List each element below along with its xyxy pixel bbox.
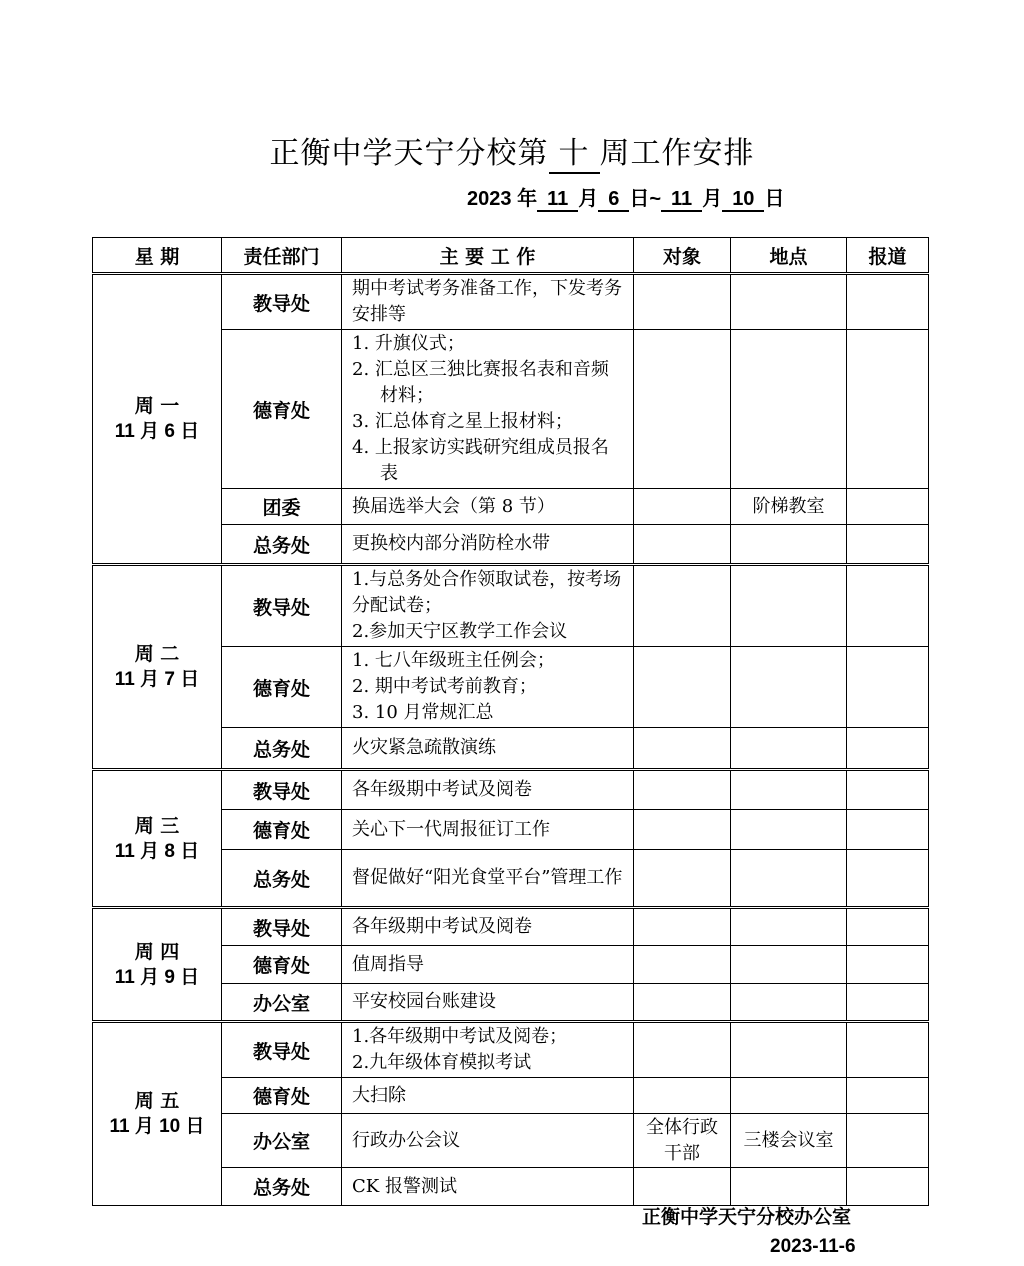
report-cell	[847, 810, 929, 850]
work-item: 1.与总务处合作领取试卷，按考场分配试卷；	[352, 569, 622, 616]
report-cell	[847, 1168, 929, 1206]
work-item: 督促做好“阳光食堂平台”管理工作	[352, 867, 623, 888]
date-range	[467, 182, 784, 212]
department-cell: 德育处	[222, 810, 342, 850]
table-row	[93, 274, 929, 330]
date-start-month: 11	[537, 188, 578, 212]
work-item: 3. 汇总体育之星上报材料；	[352, 411, 573, 432]
place-cell: 三楼会议室	[731, 1114, 847, 1168]
work-cell	[342, 274, 634, 330]
target-cell	[634, 647, 731, 728]
work-item: 2. 汇总区三独比赛报名表和音频材料；	[352, 359, 609, 406]
work-cell	[342, 565, 634, 647]
work-cell	[342, 1022, 634, 1078]
department-cell: 德育处	[222, 647, 342, 728]
place-cell	[731, 565, 847, 647]
footer-office: 正衡中学天宁分校办公室	[642, 1206, 852, 1228]
weekday-label: 周 五	[134, 1090, 180, 1112]
report-cell	[847, 728, 929, 770]
report-cell	[847, 525, 929, 565]
department-cell: 德育处	[222, 946, 342, 984]
work-item: 2.九年级体育模拟考试	[352, 1052, 532, 1073]
target-cell	[634, 908, 731, 946]
report-cell	[847, 274, 929, 330]
target-cell	[634, 850, 731, 908]
date-year: 2023	[467, 188, 512, 210]
work-item: 1.各年级期中考试及阅卷；	[352, 1026, 568, 1047]
weekday-date: 11 月 8 日	[114, 840, 200, 862]
weekday-date: 11 月 10 日	[109, 1116, 205, 1137]
table-header-row	[93, 238, 929, 274]
target-cell	[634, 1078, 731, 1114]
title-suffix: 周工作安排	[599, 136, 755, 171]
report-cell	[847, 908, 929, 946]
title-week-number: 十	[549, 136, 600, 174]
place-cell	[731, 1078, 847, 1114]
header-report: 报道	[847, 238, 929, 274]
department-cell: 教导处	[222, 274, 342, 330]
place-cell	[731, 525, 847, 565]
work-cell	[342, 984, 634, 1022]
department-cell: 总务处	[222, 525, 342, 565]
work-item: 1. 升旗仪式；	[352, 333, 465, 354]
date-end-day: 10	[722, 188, 764, 212]
date-end-month: 11	[661, 188, 702, 212]
work-cell	[342, 728, 634, 770]
department-cell: 办公室	[222, 1114, 342, 1168]
target-cell	[634, 1022, 731, 1078]
date-day-char: 日	[629, 188, 650, 210]
target-cell	[634, 728, 731, 770]
report-cell	[847, 330, 929, 489]
place-cell	[731, 728, 847, 770]
place-cell	[731, 770, 847, 810]
footer-date: 2023-11-6	[770, 1236, 856, 1257]
header-target: 对象	[634, 238, 731, 274]
department-cell: 办公室	[222, 984, 342, 1022]
work-item: 更换校内部分消防栓水带	[352, 533, 550, 554]
place-cell	[731, 1168, 847, 1206]
table-row	[93, 770, 929, 810]
target-cell	[634, 565, 731, 647]
work-item: 行政办公会议	[352, 1129, 460, 1151]
department-cell: 团委	[222, 489, 342, 525]
work-item: 各年级期中考试及阅卷	[352, 779, 532, 800]
place-cell	[731, 908, 847, 946]
weekday-cell	[93, 565, 222, 770]
weekday-date: 11 月 6 日	[114, 421, 200, 442]
department-cell: 教导处	[222, 1022, 342, 1078]
page-title	[0, 128, 1024, 174]
table-row	[93, 908, 929, 946]
header-main-work: 主 要 工 作	[342, 238, 634, 274]
weekday-date: 11 月 9 日	[114, 966, 200, 988]
work-item: CK 报警测试	[352, 1175, 457, 1197]
weekday-cell	[93, 274, 222, 565]
work-item: 关心下一代周报征订工作	[352, 818, 550, 840]
weekday-date: 11 月 7 日	[114, 669, 200, 690]
header-weekday: 星 期	[93, 238, 222, 274]
date-day-char: 日	[764, 188, 785, 210]
report-cell	[847, 1078, 929, 1114]
schedule-table	[92, 237, 929, 1206]
work-cell	[342, 850, 634, 908]
work-cell	[342, 647, 634, 728]
report-cell	[847, 565, 929, 647]
place-cell	[731, 647, 847, 728]
work-cell	[342, 525, 634, 565]
work-item: 1. 七八年级班主任例会；	[352, 650, 555, 671]
weekday-label: 周 二	[134, 643, 180, 665]
target-cell	[634, 810, 731, 850]
place-cell	[731, 946, 847, 984]
weekday-label: 周 一	[134, 395, 180, 417]
date-year-char: 年	[517, 188, 538, 210]
weekday-label: 周 三	[134, 814, 180, 837]
date-tilde: ~	[649, 188, 662, 210]
work-item: 3. 10 月常规汇总	[352, 702, 494, 723]
target-cell	[634, 274, 731, 330]
work-cell	[342, 908, 634, 946]
work-item: 大扫除	[352, 1084, 406, 1106]
work-cell	[342, 810, 634, 850]
report-cell	[847, 946, 929, 984]
place-cell	[731, 274, 847, 330]
report-cell	[847, 489, 929, 525]
place-cell	[731, 984, 847, 1022]
report-cell	[847, 1022, 929, 1078]
department-cell: 教导处	[222, 565, 342, 647]
target-cell: 全体行政干部	[634, 1114, 731, 1168]
header-place: 地点	[731, 238, 847, 274]
weekday-cell	[93, 770, 222, 908]
work-item: 2.参加天宁区教学工作会议	[352, 621, 568, 642]
work-item: 期中考试考务准备工作，下发考务安排等	[352, 278, 622, 325]
department-cell: 德育处	[222, 1078, 342, 1114]
date-start-day: 6	[598, 188, 629, 212]
work-item: 值周指导	[352, 953, 424, 975]
place-cell	[731, 1022, 847, 1078]
place-cell: 阶梯教室	[731, 489, 847, 525]
work-cell	[342, 330, 634, 489]
header-department: 责任部门	[222, 238, 342, 274]
work-item: 换届选举大会（第 8 节）	[352, 495, 555, 517]
department-cell: 教导处	[222, 908, 342, 946]
title-prefix: 正衡中学天宁分校第	[269, 136, 549, 171]
report-cell	[847, 647, 929, 728]
target-cell	[634, 770, 731, 810]
work-item: 2. 期中考试考前教育；	[352, 676, 537, 697]
department-cell: 德育处	[222, 330, 342, 489]
report-cell	[847, 984, 929, 1022]
place-cell	[731, 810, 847, 850]
work-cell	[342, 1168, 634, 1206]
target-cell	[634, 1168, 731, 1206]
target-cell	[634, 525, 731, 565]
department-cell: 教导处	[222, 770, 342, 810]
work-item: 火灾紧急疏散演练	[352, 737, 496, 758]
department-cell: 总务处	[222, 1168, 342, 1206]
weekday-label: 周 四	[134, 940, 180, 963]
work-cell	[342, 1078, 634, 1114]
work-cell	[342, 770, 634, 810]
weekday-cell	[93, 908, 222, 1022]
report-cell	[847, 850, 929, 908]
target-cell	[634, 984, 731, 1022]
date-month-char: 月	[578, 188, 599, 210]
table-row	[93, 565, 929, 647]
work-cell	[342, 946, 634, 984]
work-item: 各年级期中考试及阅卷	[352, 916, 532, 937]
work-cell	[342, 1114, 634, 1168]
report-cell	[847, 770, 929, 810]
work-item: 平安校园台账建设	[352, 991, 496, 1012]
department-cell: 总务处	[222, 850, 342, 908]
work-cell	[342, 489, 634, 525]
weekday-cell	[93, 1022, 222, 1206]
place-cell	[731, 330, 847, 489]
target-cell	[634, 489, 731, 525]
department-cell: 总务处	[222, 728, 342, 770]
table-row	[93, 1022, 929, 1078]
report-cell	[847, 1114, 929, 1168]
target-cell	[634, 946, 731, 984]
work-item: 4. 上报家访实践研究组成员报名表	[352, 437, 609, 484]
date-month-char: 月	[702, 188, 723, 210]
target-cell	[634, 330, 731, 489]
place-cell	[731, 850, 847, 908]
